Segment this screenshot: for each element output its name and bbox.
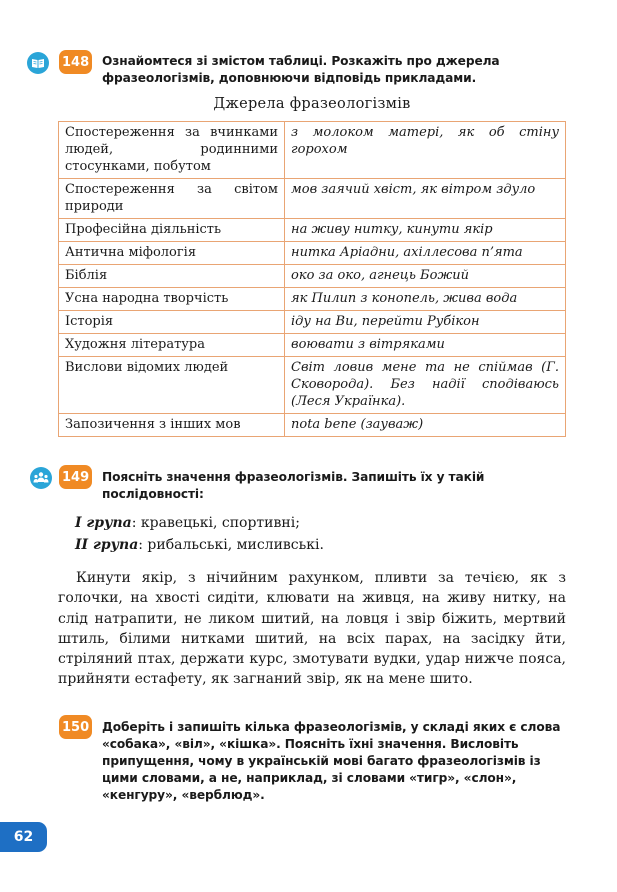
examples-cell: іду на Ви, перейти Рубікон: [285, 311, 566, 334]
examples-cell: око за око, агнець Божий: [285, 265, 566, 288]
source-cell: Професійна діяльність: [59, 219, 285, 242]
examples-cell: на живу нитку, кинути якір: [285, 219, 566, 242]
task-149-instruction: Поясніть значення фразеологізмів. Запишіть їх у такій послідовності:: [102, 470, 485, 501]
table-row: [59, 219, 566, 242]
examples-cell: з молоком матері, як об стіну горохом: [285, 122, 566, 179]
phraseology-paragraph: Кинути якір, з нічийним рахунком, пливти за течією, як з голочки, на хвості сидіти, клювати на живця, на живу нитку, на слід натрапити, не ликом шитий, на ловця і звір біжить, мертвий штиль, білими нитками шитий, на всіх парах, на засідку йти, стріляний птах, держати курс, змотувати вудки, удар нижче пояса, прийняти естафету, як загнаний звір, як на мене шито.: [58, 570, 566, 688]
table-row: [59, 288, 566, 311]
group-1: [75, 512, 324, 534]
task-150-number: 150: [59, 715, 92, 739]
examples-cell: мов заячий хвіст, як вітром здуло: [285, 179, 566, 219]
table-row: [59, 265, 566, 288]
table-row: [59, 414, 566, 437]
source-cell: Історія: [59, 311, 285, 334]
group-1-label: І група: [75, 515, 132, 531]
source-cell: Вислови відомих людей: [59, 357, 285, 414]
source-cell: Спостереження за вчинками людей, родинними стосунками, побутом: [59, 122, 285, 179]
source-cell: Усна народна творчість: [59, 288, 285, 311]
group-2: [75, 534, 324, 556]
page-number: 62: [0, 822, 47, 852]
table-row: [59, 179, 566, 219]
source-cell: Біблія: [59, 265, 285, 288]
examples-cell: як Пилип з конопель, жива вода: [285, 288, 566, 311]
task-149-number: 149: [59, 465, 92, 489]
task-150-instruction: Доберіть і запишіть кілька фразеологізмів, у складі яких є слова «собака», «віл», «кішка». Поясніть їхні значення. Висловіть припущення, чому в українській мові багато фразеологізмів із цими словами, а не, наприклад, зі словами «тигр», «слон», «кенгуру», «верблюд».: [102, 720, 561, 802]
examples-cell: nota bene (зауваж): [285, 414, 566, 437]
group-1-text: : кравецькі, спортивні;: [131, 515, 300, 531]
book-icon: [27, 52, 49, 74]
group-2-label: ІІ група: [75, 537, 139, 553]
task-148-number: 148: [59, 50, 92, 74]
source-cell: Спостереження за світом природи: [59, 179, 285, 219]
source-cell: Художня література: [59, 334, 285, 357]
group-2-text: : рибальські, мисливські.: [138, 537, 324, 553]
table-row: [59, 334, 566, 357]
examples-cell: воювати з вітряками: [285, 334, 566, 357]
table-row: [59, 242, 566, 265]
examples-cell: нитка Аріадни, ахіллесова п’ята: [285, 242, 566, 265]
phraseology-sources-table: [58, 121, 566, 437]
table-row: [59, 357, 566, 414]
group-icon: [30, 467, 52, 489]
table-row: [59, 311, 566, 334]
task-148-instruction: Ознайомтеся зі змістом таблиці. Розкажіть про джерела фразеологізмів, доповнюючи відповідь прикладами.: [102, 54, 500, 85]
table-row: [59, 122, 566, 179]
source-cell: Запозичення з інших мов: [59, 414, 285, 437]
table-title: Джерела фразеологізмів: [213, 96, 411, 112]
group-list: [75, 512, 324, 556]
examples-cell: Світ ловив мене та не спіймав (Г. Сковорода). Без надії сподіваюсь (Леся Українка).: [285, 357, 566, 414]
source-cell: Антична міфологія: [59, 242, 285, 265]
